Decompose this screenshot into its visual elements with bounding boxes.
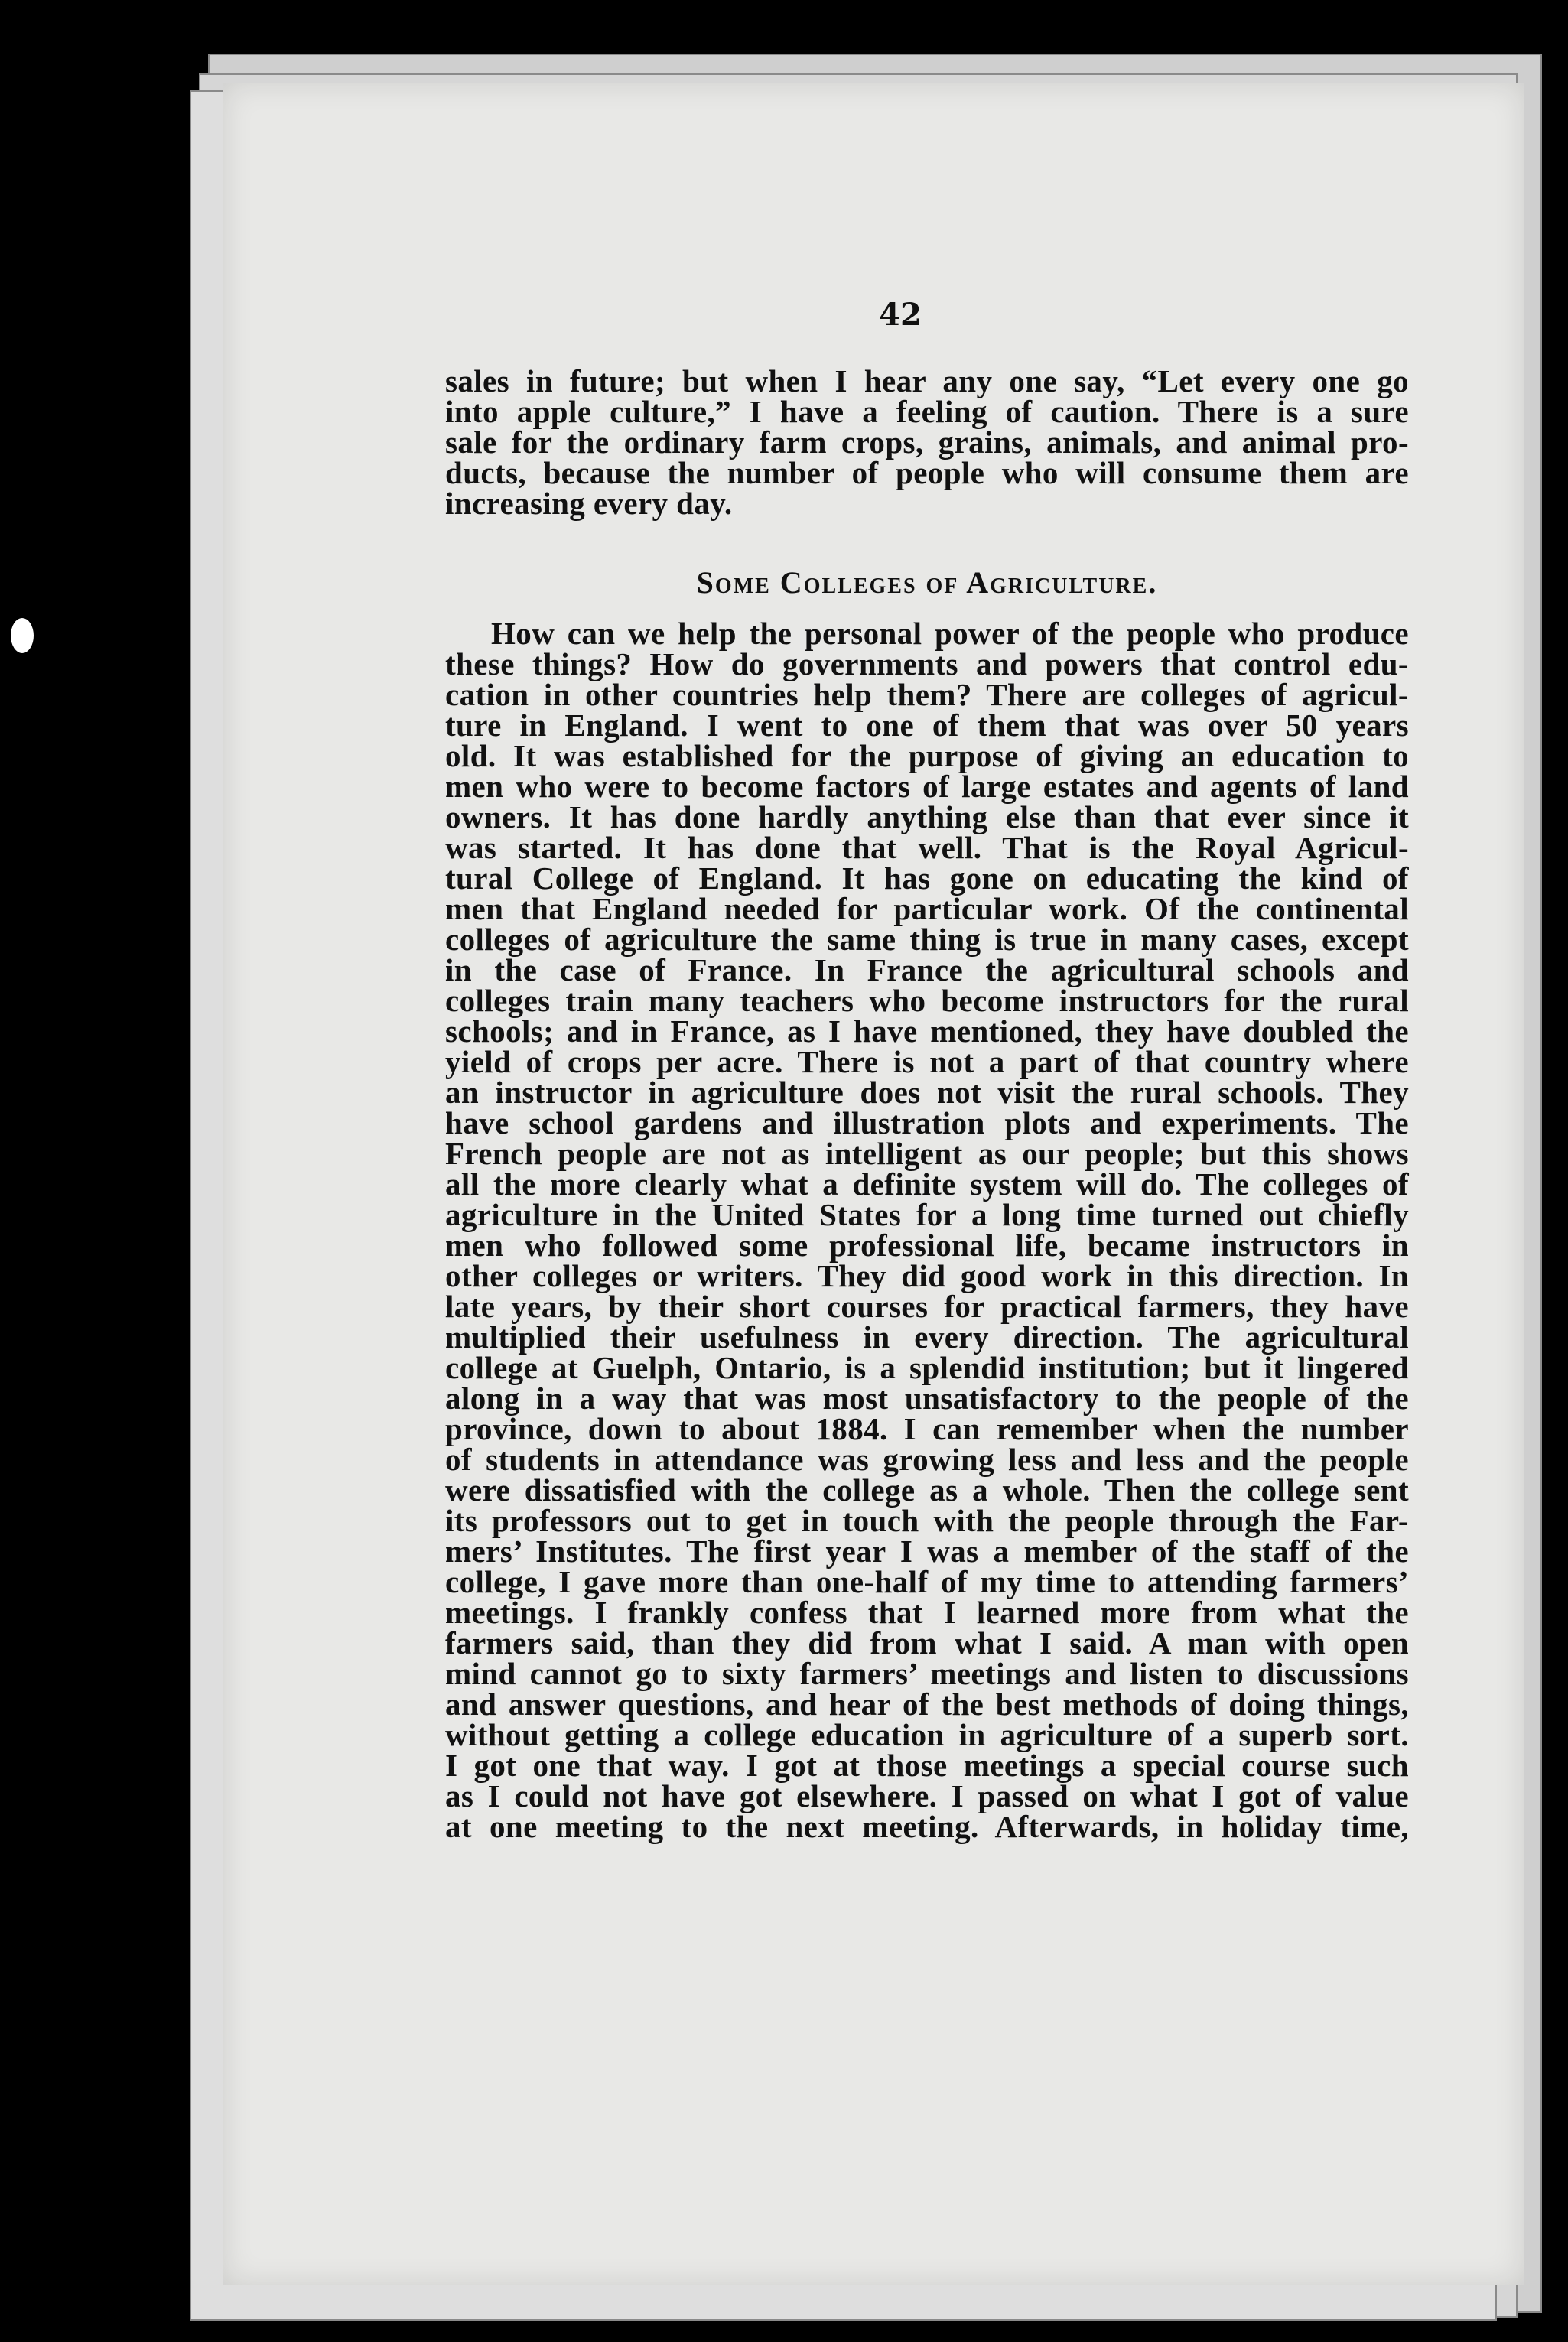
text-line: men who were to become factors of large estates and agents of land — [445, 769, 1409, 804]
text-line: these things? How do governments and powers that control edu- — [445, 646, 1409, 681]
intro-paragraph — [445, 363, 1409, 521]
text-line: along in a way that was most unsatisfactory to the people of the — [445, 1381, 1409, 1416]
text-line: into apple culture,” I have a feeling of caution. There is a sure — [445, 394, 1409, 429]
text-line: meetings. I frankly confess that I learned more from what the — [445, 1595, 1409, 1630]
text-line: French people are not as intelligent as our people; but this shows — [445, 1136, 1409, 1171]
text-line: sale for the ordinary farm crops, grains, animals, and animal pro- — [445, 424, 1409, 460]
text-line: men who followed some professional life, became instructors in — [445, 1228, 1409, 1263]
text-line: all the more clearly what a definite system will do. The colleges of — [445, 1166, 1409, 1202]
text-line: increasing every day. — [445, 486, 733, 521]
text-line: as I could not have got elsewhere. I passed on what I got of value — [445, 1778, 1409, 1813]
text-line: colleges of agriculture the same thing is true in many cases, except — [445, 922, 1409, 957]
text-line: yield of crops per acre. There is not a part of that country where — [445, 1044, 1409, 1079]
text-line: college, I gave more than one-half of my time to attending farmers’ — [445, 1564, 1409, 1599]
body-paragraph — [445, 618, 1409, 1842]
text-line: tural College of England. It has gone on educating the kind of — [445, 860, 1409, 896]
text-line: mers’ Institutes. The first year I was a member of the staff of the — [445, 1534, 1409, 1569]
text-line: ducts, because the number of people who will consume them are — [445, 455, 1409, 490]
text-line: sales in future; but when I hear any one say, “Let every one go — [445, 363, 1409, 398]
text-line: in the case of France. In France the agricultural schools and — [445, 952, 1409, 987]
text-line: old. It was established for the purpose of giving an education to — [445, 738, 1409, 773]
text-line: have school gardens and illustration plots and experiments. The — [445, 1105, 1409, 1140]
section-heading: Some Colleges of Agriculture. — [696, 565, 1158, 600]
text-line: college at Guelph, Ontario, is a splendid institution; but it lingered — [445, 1350, 1409, 1385]
text-line: was started. It has done that well. That is the Royal Agricul- — [445, 830, 1409, 865]
text-line: colleges train many teachers who become instructors for the rural — [445, 983, 1409, 1018]
text-line: of students in attendance was growing less and less and the people — [445, 1442, 1409, 1477]
scan-speck — [11, 618, 34, 653]
text-line: schools; and in France, as I have mentioned, they have doubled the — [445, 1013, 1409, 1049]
text-line: cation in other countries help them? There are colleges of agricul- — [445, 677, 1409, 712]
text-line: farmers said, than they did from what I said. A man with open — [445, 1625, 1409, 1661]
text-line: owners. It has done hardly anything else than that ever since it — [445, 799, 1409, 834]
text-line: without getting a college education in agriculture of a superb sort. — [445, 1717, 1409, 1752]
text-line: ture in England. I went to one of them that was over 50 years — [445, 707, 1409, 743]
text-line: and answer questions, and hear of the best methods of doing things, — [445, 1687, 1409, 1722]
text-line: multiplied their usefulness in every direction. The agricultural — [445, 1319, 1409, 1355]
text-line: How can we help the personal power of the people who produce — [491, 616, 1409, 651]
text-line: late years, by their short courses for practical farmers, they have — [445, 1289, 1409, 1324]
text-line: men that England needed for particular work. Of the continental — [445, 891, 1409, 926]
text-line: at one meeting to the next meeting. Afterwards, in holiday time, — [445, 1809, 1409, 1844]
page-number: 42 — [879, 297, 922, 333]
text-line: province, down to about 1884. I can remember when the number — [445, 1411, 1409, 1446]
text-line: its professors out to get in touch with the people through the Far- — [445, 1503, 1409, 1538]
text-line: an instructor in agriculture does not visit the rural schools. They — [445, 1075, 1409, 1110]
text-line: other colleges or writers. They did good work in this direction. In — [445, 1258, 1409, 1293]
text-line: were dissatisfied with the college as a whole. Then the college sent — [445, 1472, 1409, 1508]
book-page — [223, 83, 1524, 2285]
text-line: mind cannot go to sixty farmers’ meetings and listen to discussions — [445, 1656, 1409, 1691]
text-line: agriculture in the United States for a long time turned out chiefly — [445, 1197, 1409, 1232]
text-line: I got one that way. I got at those meetings a special course such — [445, 1748, 1409, 1783]
